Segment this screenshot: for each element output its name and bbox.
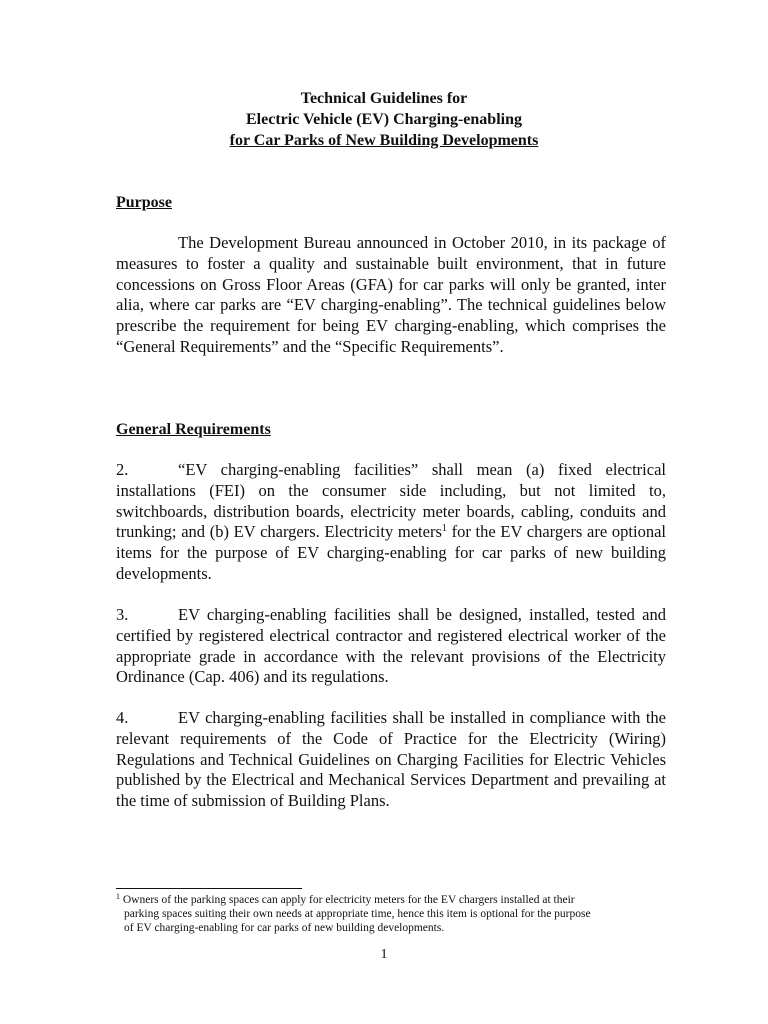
title-line-2: Electric Vehicle (EV) Charging-enabling <box>246 111 522 128</box>
paragraph-4-number: 4. <box>116 708 129 727</box>
paragraph-3-text: EV charging-enabling facilities shall be designed, installed, tested and certified by registered electrical contractor and registered electrical worker of the appropriate grade in accordance with the relevant provisions of the Electricity Ordinance (Cap. 406) and its regulations. <box>116 605 666 687</box>
paragraph-4-text: EV charging-enabling facilities shall be installed in compliance with the relevant requirements of the Code of Practice for the Electricity (Wiring) Regulations and Technical Guidelines on Charging Facilities for Electric Vehicles published by the Electrical and Mechanical Services Department and prevailing at the time of submission of Building Plans. <box>116 708 666 811</box>
purpose-heading: Purpose <box>116 194 172 211</box>
footnote-line-2: parking spaces suiting their own needs at appropriate time, hence this item is optional for the purpose <box>124 908 591 920</box>
title-line-3: for Car Parks of New Building Developments <box>229 132 539 149</box>
paragraph-2-text-b: for the EV chargers are optional items for the purpose of EV charging-enabling for car parks of new building developments. <box>116 522 666 583</box>
purpose-text: The Development Bureau announced in October 2010, in its package of measures to foster a quality and sustainable built environment, that in future concessions on Gross Floor Areas (GFA) for car parks will only be granted, inter alia, where car parks are “EV charging-enabling”. The technical guidelines below prescribe the requirement for being EV charging-enabling, which comprises the “General Requirements” and the “Specific Requirements”. <box>116 233 666 356</box>
paragraph-3-number: 3. <box>116 605 129 624</box>
footnote-reference[interactable]: 1 <box>441 523 447 535</box>
paragraph-2 <box>116 460 666 585</box>
title-line-1: Technical Guidelines for <box>300 90 468 107</box>
paragraph-2-text-a: “EV charging-enabling facilities” shall mean (a) fixed electrical installations (FEI) on the consumer side including, but not limited to, switchboards, distribution boards, electricity meter boards, cabling, conduits and trunking; and (b) EV chargers. Electricity meters <box>116 460 666 542</box>
purpose-paragraph <box>116 233 666 358</box>
document-title <box>0 88 768 151</box>
footnote-mark: 1 <box>116 892 120 901</box>
paragraph-2-number: 2. <box>116 460 129 479</box>
footnote-line-1: $^1$ Owners of the parking spaces can apply for electricity meters for the EV chargers installed at their <box>116 892 575 906</box>
paragraph-3 <box>116 605 666 688</box>
page-number: 1 <box>380 947 388 962</box>
paragraph-4 <box>116 708 666 812</box>
footnote <box>116 893 661 935</box>
footnote-line-3: of EV charging-enabling for car parks of new building developments. <box>124 922 445 934</box>
footnote-separator <box>116 888 302 889</box>
general-requirements-heading: General Requirements <box>116 421 271 438</box>
